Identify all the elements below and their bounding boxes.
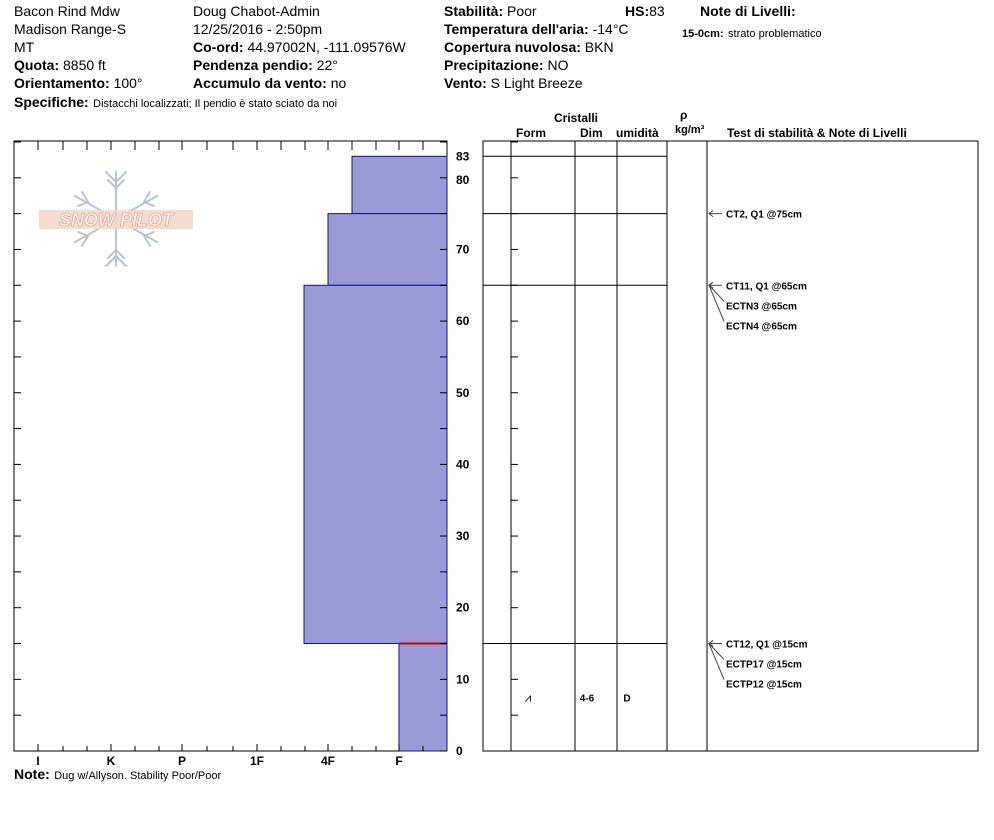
test-label: CT2, Q1 @75cm: [726, 209, 802, 221]
mountain-range: Madison Range-S: [14, 21, 127, 37]
observation-datetime: 12/25/2016 - 2:50pm: [193, 21, 323, 37]
logo-text: SNOW PILOT: [59, 210, 173, 230]
slope-label: Pendenza pendio:: [193, 57, 313, 73]
hardness-layers: [304, 156, 447, 751]
location-name: Bacon Rind Mdw: [14, 3, 120, 19]
precip-label: Precipitazione:: [444, 57, 544, 73]
stability-value: Poor: [507, 3, 537, 19]
dim-header: Dim: [580, 126, 603, 140]
test-arrow: [709, 644, 724, 680]
test-label: ECTP12 @15cm: [726, 679, 802, 691]
top-ticks: [38, 141, 423, 150]
cloud-value: BKN: [584, 39, 614, 55]
form-header: Form: [516, 126, 546, 140]
depth-label: 40: [456, 457, 470, 472]
depth-label: 60: [456, 314, 470, 329]
quota-value: 8850 ft: [63, 57, 106, 73]
hardness-label: K: [106, 754, 116, 768]
air-temp-label: Temperatura dell'aria:: [444, 21, 589, 37]
test-arrow: [709, 285, 724, 321]
depth-label: 30: [456, 529, 470, 544]
depth-label: 83: [456, 149, 470, 164]
air-temp-value: -14°C: [592, 21, 629, 37]
precip-value: NO: [547, 57, 569, 73]
crystal-wetness: D: [623, 693, 631, 705]
stability-label: Stabilità:: [444, 3, 504, 19]
depth-label: 20: [456, 600, 470, 615]
note-label: Note:: [14, 766, 50, 782]
hardness-label: 1F: [249, 754, 265, 768]
layer-note-text: strato problematico: [728, 28, 822, 40]
footer-note: [14, 766, 221, 784]
hardness-axis: [36, 744, 423, 768]
density-symbol: ρ: [680, 108, 688, 122]
depth-label: 10: [456, 672, 470, 687]
crystal-rows: [525, 690, 631, 704]
stability-tests: [709, 210, 808, 691]
hs-value: 83: [649, 3, 665, 19]
slope-value: 22°: [316, 57, 338, 73]
test-arrow: [709, 644, 724, 660]
depth-label: 0: [456, 744, 463, 758]
spec-label: Specifiche:: [14, 94, 89, 110]
test-label: ECTN3 @65cm: [726, 301, 797, 313]
state: MT: [14, 39, 35, 55]
hardness-label: P: [177, 754, 187, 768]
test-label: CT12, Q1 @15cm: [726, 639, 808, 651]
note-text: Dug w/Allyson. Stability Poor/Poor: [54, 770, 222, 782]
test-label: CT11, Q1 @65cm: [726, 281, 807, 293]
layer-notes-title: Note di Livelli:: [700, 3, 796, 19]
cloud-label: Copertura nuvolosa:: [444, 39, 581, 55]
wind-load-value: no: [330, 75, 347, 91]
crystal-size: 4-6: [579, 693, 595, 705]
orient-value: 100°: [113, 75, 143, 91]
hardness-layer-bar: [304, 285, 447, 643]
crystals-header: Cristalli: [554, 111, 599, 125]
hardness-label: 4F: [320, 754, 336, 768]
spec-value: Distacchi localizzati; Il pendio è stato sciato da noi: [93, 98, 338, 110]
crystal-form: ⩘: [524, 690, 532, 705]
hs-label: HS:: [625, 3, 650, 19]
hardness-label: I: [36, 754, 40, 768]
depth-label: 70: [456, 242, 470, 257]
hardness-layer-bar: [399, 644, 447, 751]
wetness-header: umidità: [616, 126, 659, 140]
wind-label: Vento:: [444, 75, 487, 91]
quota-label: Quota:: [14, 57, 60, 73]
test-label: ECTN4 @65cm: [726, 321, 797, 333]
depth-axis-labels: [456, 149, 470, 758]
density-unit: kg/m³: [675, 124, 705, 136]
orient-label: Orientamento:: [14, 75, 110, 91]
table-depth-ticks: [511, 142, 518, 751]
test-label: ECTP17 @15cm: [726, 659, 802, 671]
hardness-label: F: [395, 754, 403, 768]
coord-label: Co-ord:: [193, 39, 244, 55]
observer-name: Doug Chabot-Admin: [193, 3, 320, 19]
wind-value: S Light Breeze: [490, 75, 583, 91]
depth-label: 80: [456, 172, 470, 187]
coord-value: 44.97002N, -111.09576W: [247, 39, 406, 55]
hardness-layer-bar: [328, 214, 447, 286]
wind-load-label: Accumulo da vento:: [193, 75, 327, 91]
depth-label: 50: [456, 385, 470, 400]
hardness-layer-bar: [352, 156, 447, 213]
table-column-lines: [511, 141, 707, 751]
tests-header: Test di stabilità & Note di Livelli: [727, 126, 907, 140]
test-arrow: [709, 285, 724, 301]
layer-note-depth: 15-0cm:: [682, 28, 724, 40]
